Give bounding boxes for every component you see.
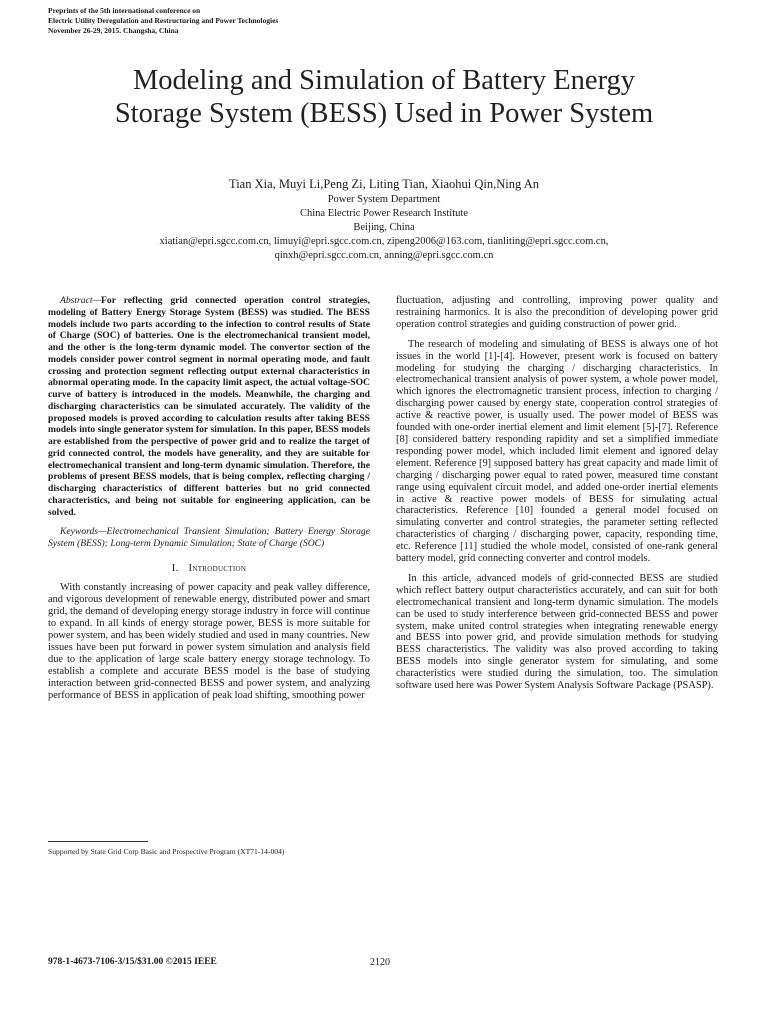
department: Power System Department (327, 194, 441, 205)
right-column (396, 295, 718, 700)
location: Beijing, China (353, 222, 415, 233)
conference-line: Electric Utility Deregulation and Restructuring and Power Technologies (48, 16, 279, 25)
conference-line: Preprints of the 5th international conference on (48, 6, 201, 15)
section-heading (48, 563, 370, 575)
isbn-copyright: 978-1-4673-7106-3/15/$31.00 ©2015 IEEE (48, 957, 217, 967)
email-list: qinxh@epri.sgcc.com.cn, anning@epri.sgcc.com.cn (274, 250, 494, 261)
conference-header (48, 6, 278, 36)
abstract-lead: Abstract— (60, 295, 102, 306)
body-paragraph: With constantly increasing of power capacity and peak valley difference, and vigorous development of renewable energy, distributed power and smart grid, the demand of developing energy storage industry in force will continue to expand. In all kinds of energy storage power, BESS is more suitable for power system, and has been widely studied and used in many countries. New issues have been put forward in power system simulation and analysis field due to the application of large scale battery energy storage technology. To establish a complete and accurate BESS model is the base of studying interaction between grid-connected BESS and power system, and analyzing performance of BESS in application of peak load shifting, smoothing power (48, 582, 370, 701)
affiliation (40, 193, 728, 263)
section-title: Introduction (188, 563, 247, 575)
abstract (48, 295, 370, 518)
keywords: Keywords—Electromechanical Transient Simulation; Battery Energy Storage System (BESS); Long-term Dynamic Simulation; State of Charge (SOC) (48, 526, 370, 549)
page-number: 2120 (370, 957, 390, 968)
email-list: xiatian@epri.sgcc.com.cn, limuyi@epri.sgcc.com.cn, zipeng2006@163.com, tianliting@epri.sgcc.com.cn, (159, 236, 609, 247)
footnote-rule (48, 841, 148, 842)
body-paragraph: The research of modeling and simulating of BESS is always one of hot issues in the world [1]-[4]. However, present work is focused on battery modeling for studying the charging / discharging characteristics. In electromechanical transient analysis of power system, a whole power model, which ignores the electromagnetic transient process, infection to charging / discharging power caused by energy state, cooperation control strategies of active & reactive power, is usually used. The power model of BESS was founded with one-order inertial element and limit element [5]-[7]. Reference [8] considered battery responding rapidity and set a simplified immediate responding power model, which included limit element and ignored delay element. Reference [9] supposed battery has great capacity and made limit of charging / discharging power equal to rated power, measured time constant range using equivalent circuit model, and added one-order inertial elements in active & reactive power models of BESS for simulating actual characteristics. Reference [10] founded a general model focused on simulating converter and control strategies, the parameter setting reflected characteristics of charging / discharging power, capacity, responding time, etc. Reference [11] studied the whole model, consisted of one-rank general battery model, grid connecting converter and control models. (396, 338, 718, 565)
body-paragraph: fluctuation, adjusting and controlling, improving power quality and restraining harmonics. It is also the precondition of developing power grid operation control strategies and guiding construction of power grid. (396, 295, 718, 330)
footnote: Supported by State Grid Corp Basic and Prospective Program (XT71-14-004) (48, 847, 285, 856)
body-paragraph: In this article, advanced models of grid-connected BESS are studied which reflect battery output characteristics accurately, and can suit for both electromechanical transient and long-term dynamic simulation. The models can be used to study interference between grid-connected BESS and power system, make united control strategies when integrating renewable energy and BESS into power grid, and provide simulation methods for studying BESS characteristics. The validity was also proved according to taking BESS models into single generator system for simulating, and some characteristics were studied during the simulation, too. The simulation software used here was Power System Analysis Software Package (PSASP). (396, 572, 718, 692)
left-column (48, 295, 370, 709)
institute: China Electric Power Research Institute (300, 208, 468, 219)
title-line: Modeling and Simulation of Battery Energy (132, 65, 636, 96)
paper-title (40, 64, 728, 130)
section-number: I. (171, 563, 179, 575)
conference-date: November 26-29, 2015. Changsha, China (48, 26, 179, 35)
title-line: Storage System (BESS) Used in Power System (114, 98, 654, 129)
abstract-text: For reflecting grid connected operation control strategies, modeling of Battery Energy Storage System (BESS) was studied. The BESS models include two parts according to the infection to control results of State of Charge (SOC) of batteries. One is the electromechanical transient model, and the other is the long-term dynamic model. The convertor section of the models consider power control segment in normal operating mode, and fault crossing and protection segment reflecting output external characteristics in abnormal operating mode. In the capacity limit aspect, the actual voltage-SOC curve of battery is introduced in the models. Meanwhile, the charging and discharging characteristics can be simulated accurately. The validity of the proposed models is proved according to calculation results after taking BESS models into single generator system for simulation. In this paper, BESS models are established from the perspective of power grid and to realize the target of grid connected control, the models have generality, and they are suitable for electromechanical transient and long-term dynamic simulation. Therefore, the problems of present BESS models, that is being complex, reflecting charging / discharging characteristics of different batteries but no grid connected characteristics, and being not suitable for engineering application, can be solved. (48, 295, 370, 518)
author-list: Tian Xia, Muyi Li,Peng Zi, Liting Tian, Xiaohui Qin,Ning An (229, 177, 539, 191)
